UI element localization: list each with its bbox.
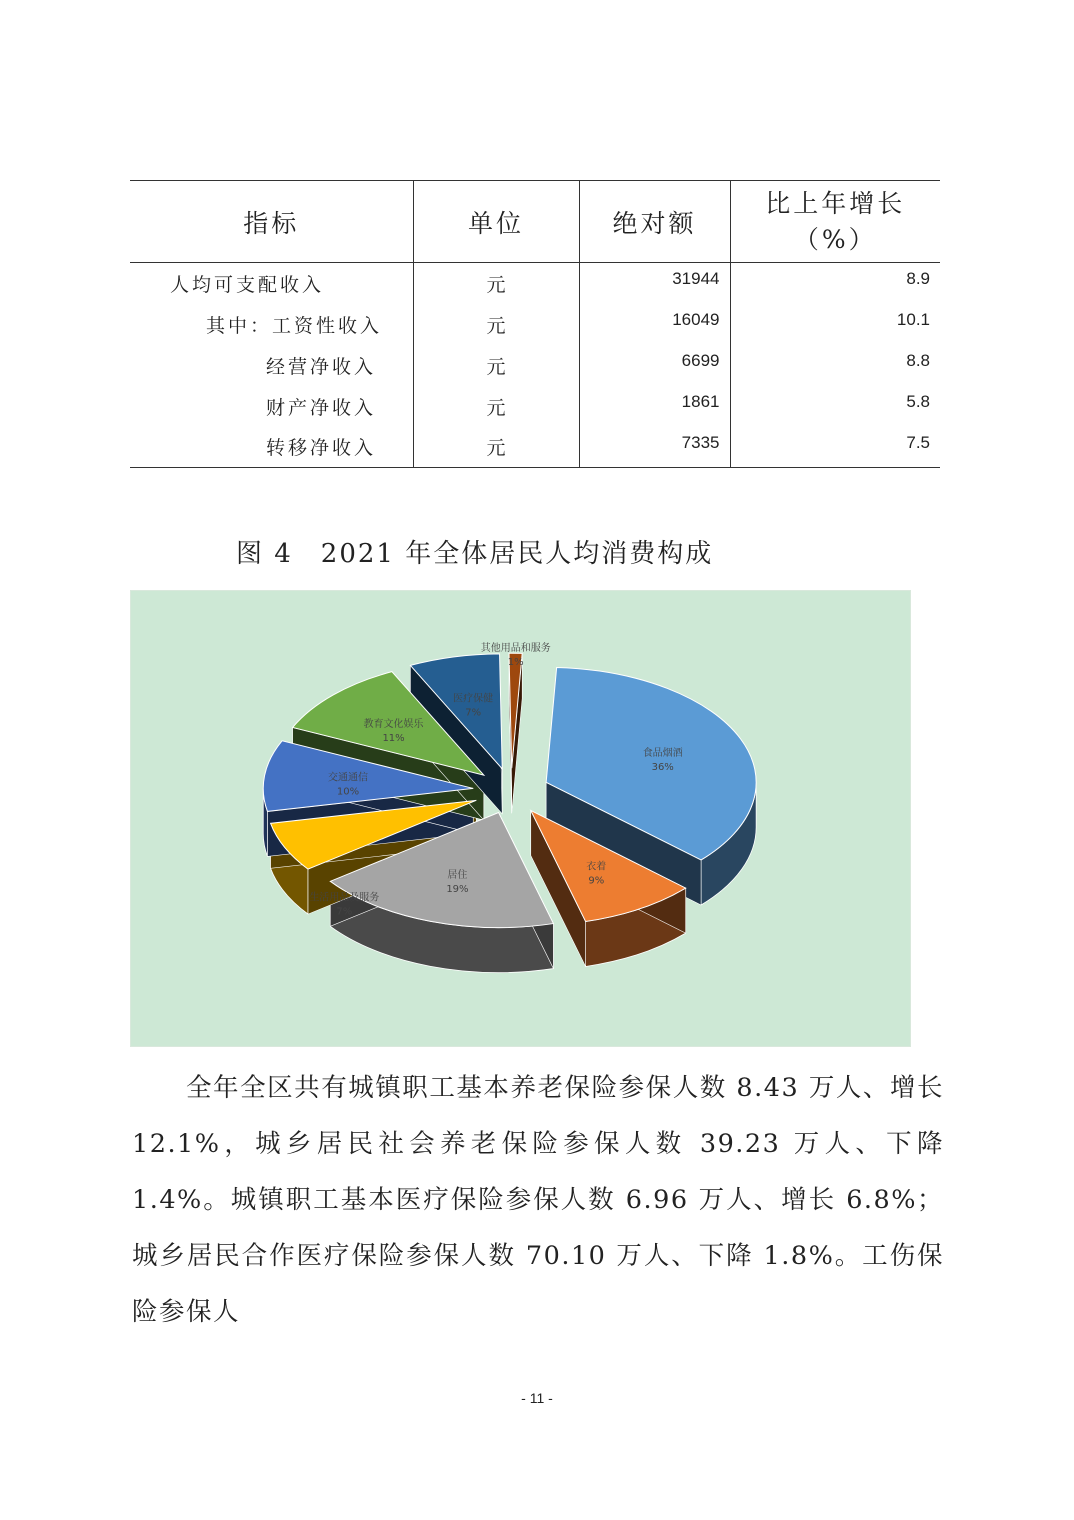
- consumption-pie-chart: [130, 590, 911, 1047]
- slice-label-0: 食品烟酒: [642, 748, 683, 760]
- row-growth: 5.8: [730, 386, 940, 427]
- row-growth: 8.9: [730, 263, 940, 304]
- slice-percent-0: 36%: [651, 762, 674, 774]
- slice-label-7: 其他用品和服务: [480, 643, 551, 654]
- row-unit: 元: [413, 345, 579, 386]
- table-row: [130, 263, 940, 304]
- row-value: 31944: [579, 263, 730, 304]
- row-value: 16049: [579, 304, 730, 345]
- slice-percent-2: 19%: [446, 883, 469, 895]
- row-unit: 元: [413, 386, 579, 427]
- header-indicator: 指标: [243, 208, 300, 238]
- slice-percent-7: 1%: [507, 657, 524, 668]
- slice-label-1: 衣着: [586, 861, 607, 873]
- pie-svg: [131, 591, 912, 1048]
- row-unit: 元: [413, 427, 579, 468]
- row-value: 1861: [579, 386, 730, 427]
- header-growth: [730, 181, 940, 263]
- table-row: [130, 345, 940, 386]
- row-unit: 元: [413, 304, 579, 345]
- header-absolute: 绝对额: [579, 181, 730, 263]
- slice-label-5: 教育文化娱乐: [363, 718, 424, 730]
- slice-label-3: 生活用品及服务: [309, 892, 380, 904]
- row-value: 6699: [579, 345, 730, 386]
- row-growth: 7.5: [730, 427, 940, 468]
- slice-label-6: 医疗保健: [453, 693, 494, 705]
- slice-label-2: 居住: [447, 869, 468, 881]
- income-table: [130, 180, 940, 468]
- page-number: - 11 -: [521, 1390, 553, 1406]
- table-row: [130, 304, 940, 345]
- table-row: [130, 386, 940, 427]
- slice-percent-1: 9%: [588, 875, 605, 887]
- row-name: 人均可支配收入: [170, 273, 325, 296]
- slice-percent-6: 7%: [465, 707, 482, 719]
- slice-percent-3: 7%: [336, 906, 353, 918]
- table-header-row: [130, 181, 940, 263]
- row-name: 财产净收入: [266, 396, 377, 419]
- row-growth: 8.8: [730, 345, 940, 386]
- slice-percent-5: 11%: [382, 732, 405, 744]
- figure-caption: 图 4 2021 年全体居民人均消费构成: [236, 539, 714, 569]
- header-unit: 单位: [413, 181, 579, 263]
- header-growth-line1: 比上年增长: [765, 188, 906, 218]
- slice-percent-4: 10%: [336, 786, 360, 798]
- row-unit: 元: [413, 263, 579, 304]
- row-value: 7335: [579, 427, 730, 468]
- row-growth: 10.1: [730, 304, 940, 345]
- row-name: 经营净收入: [266, 355, 377, 378]
- table-row: [130, 427, 940, 468]
- row-name: 其中：工资性收入: [206, 314, 383, 337]
- row-name: 转移净收入: [130, 427, 413, 468]
- header-growth-line2: （%）: [793, 224, 877, 254]
- slice-label-4: 交通通信: [328, 772, 369, 784]
- body-paragraph: 全年全区共有城镇职工基本养老保险参保人数 8.43 万人、增长 12.1%，城乡居民社会养老保险参保人数 39.23 万人、下降 1.4%。城镇职工基本医疗保险参保人数 6.96 万人、增长 6.8%；城乡居民合作医疗保险参保人数 70.10 万人、下降 1.8%。工伤保险参保人: [132, 1073, 944, 1327]
